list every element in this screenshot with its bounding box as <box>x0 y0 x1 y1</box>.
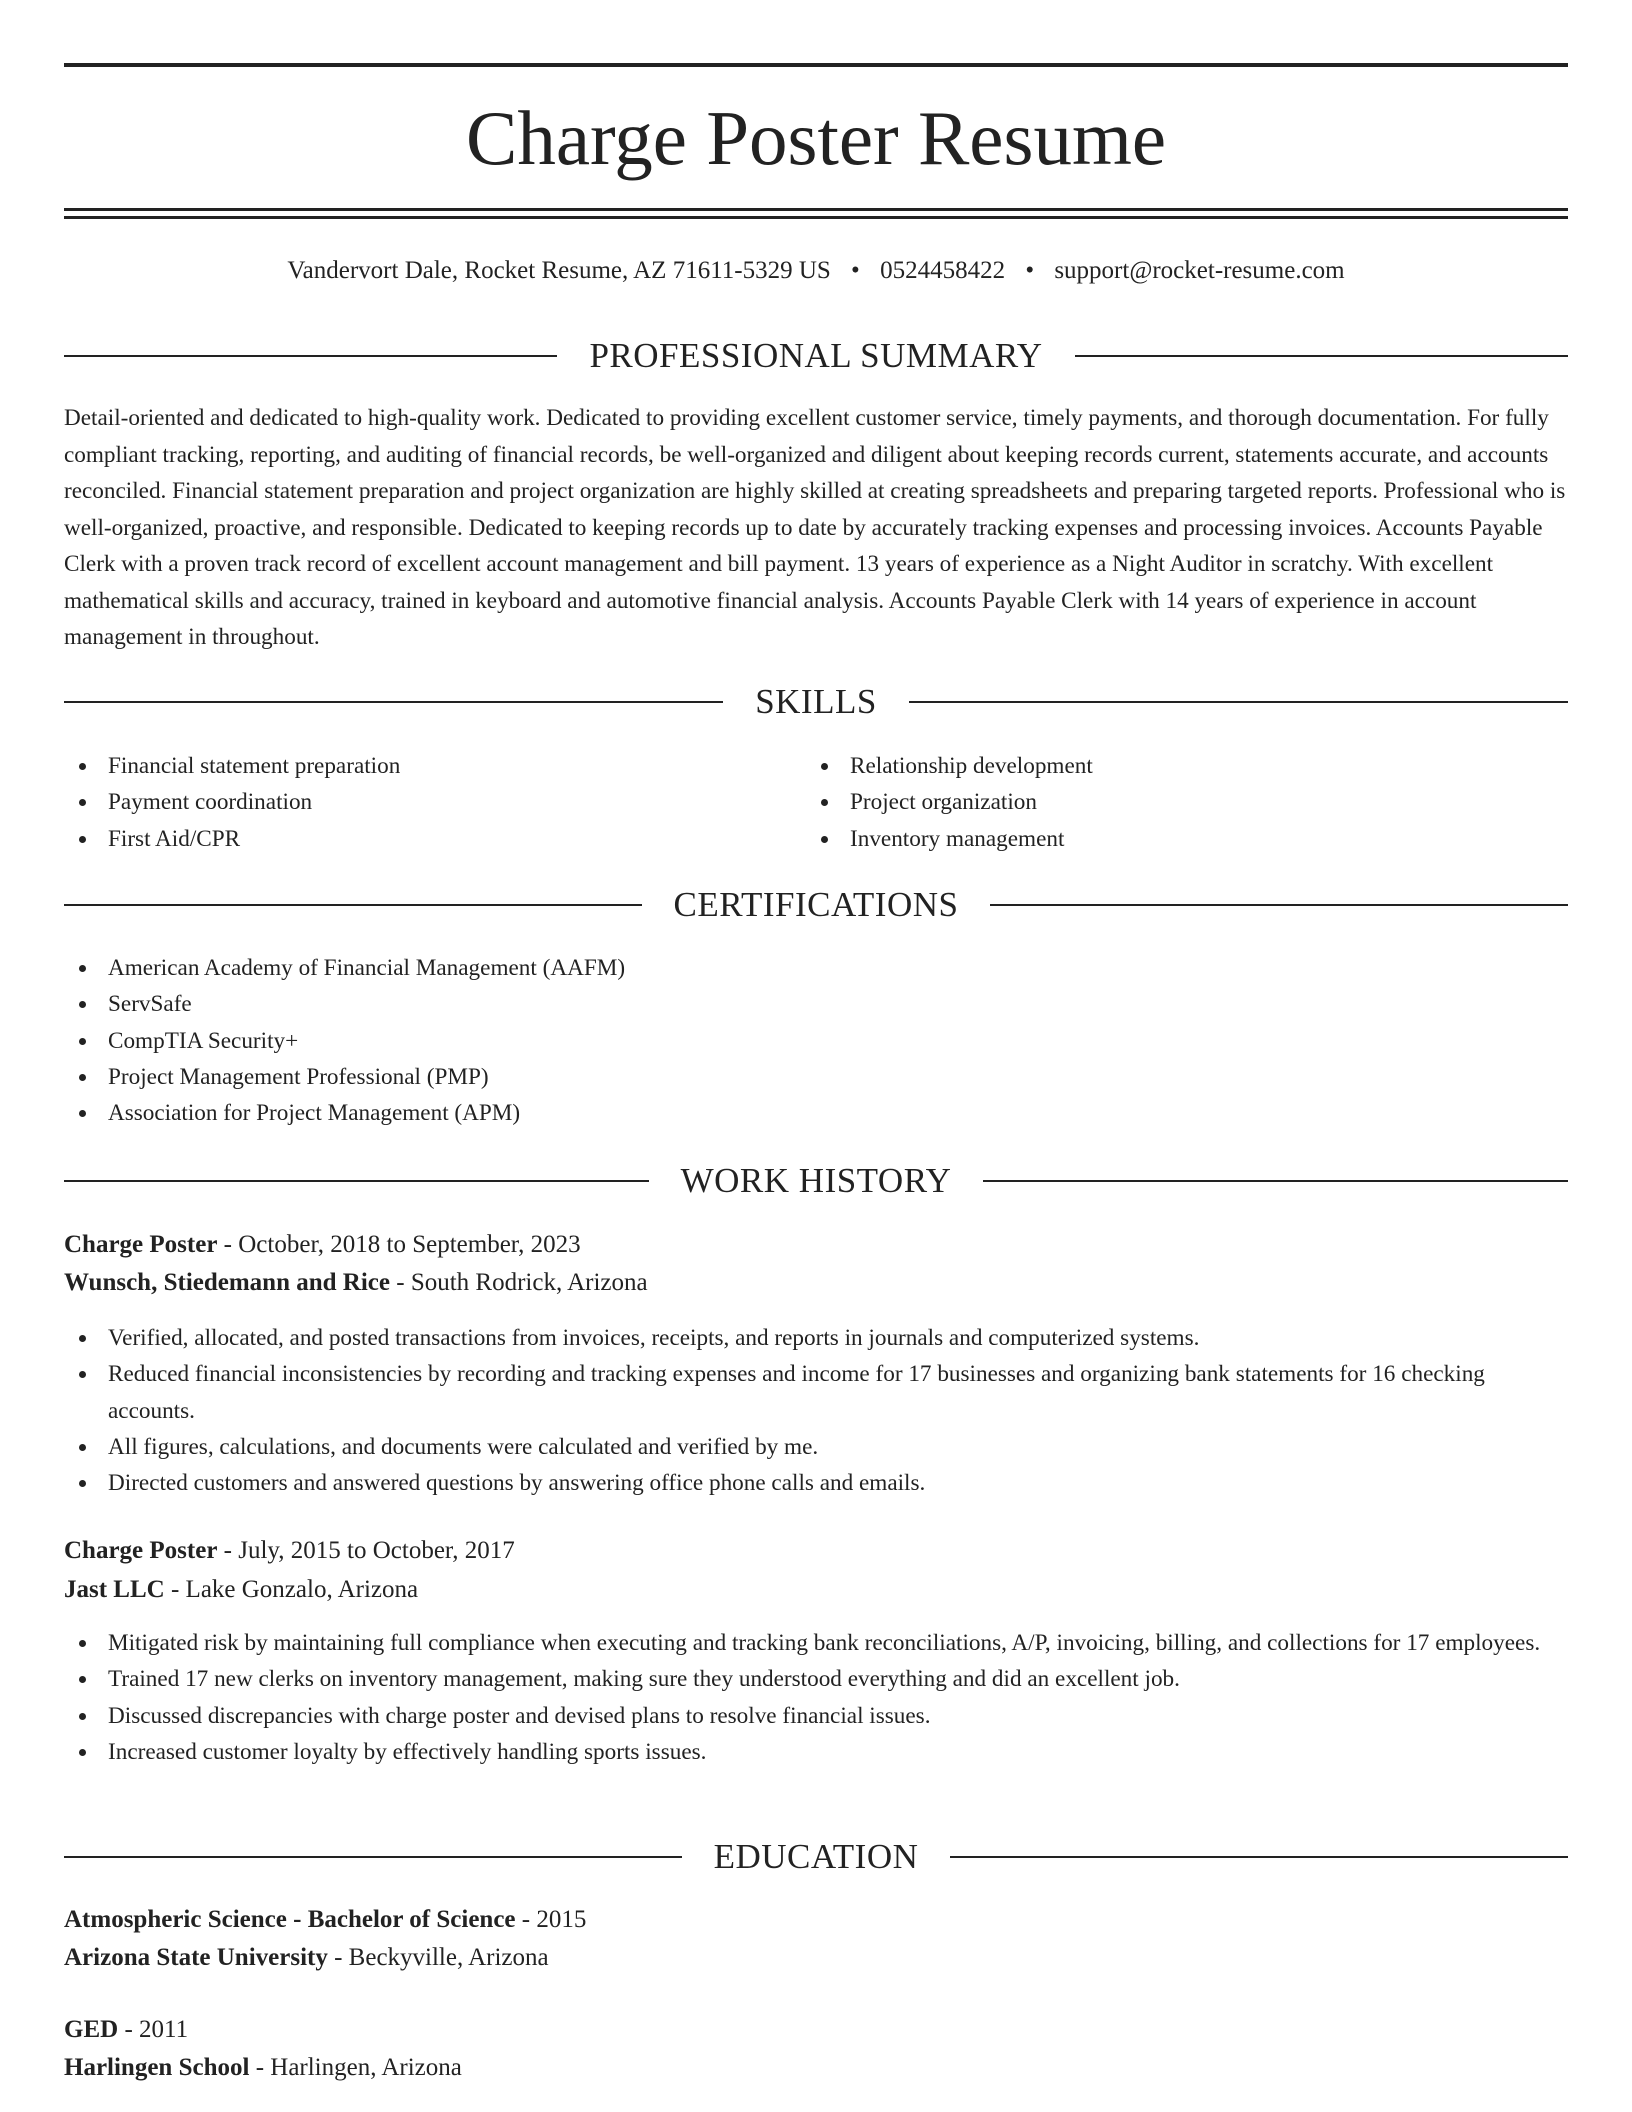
education-location: - Harlingen, Arizona <box>249 2054 462 2081</box>
job-bullet: Mitigated risk by maintaining full compliance when executing and tracking bank reconciliations, A/P, invoicing, billing, and collections for 17 employees. <box>64 1625 1544 1661</box>
job-company: Jast LLC <box>64 1576 165 1603</box>
skills-list-right <box>806 748 1546 857</box>
education-school-line <box>64 2050 1568 2086</box>
certification-item: CompTIA Security+ <box>64 1023 1568 1059</box>
job-title-line <box>64 1533 1568 1569</box>
skills-list-left <box>64 748 804 857</box>
job-dates: - July, 2015 to October, 2017 <box>217 1537 515 1564</box>
skill-item: Financial statement preparation <box>64 748 804 784</box>
job-bullet: Discussed discrepancies with charge poster and devised plans to resolve financial issues. <box>64 1698 1544 1734</box>
resume-title: Charge Poster Resume <box>465 95 1167 181</box>
skill-item: Inventory management <box>806 821 1546 857</box>
job-dates: - October, 2018 to September, 2023 <box>217 1231 581 1258</box>
job-bullet: All figures, calculations, and documents were calculated and verified by me. <box>64 1429 1544 1465</box>
section-title: PROFESSIONAL SUMMARY <box>589 336 1043 375</box>
section-header-skills <box>64 680 1568 724</box>
contact-separator: • <box>1025 257 1035 284</box>
job-bullets <box>64 1625 1544 1770</box>
job-location: - South Rodrick, Arizona <box>390 1269 648 1296</box>
certification-item: Project Management Professional (PMP) <box>64 1059 1568 1095</box>
job-title: Charge Poster <box>64 1231 218 1258</box>
divider <box>64 701 723 703</box>
job-bullet: Increased customer loyalty by effectively handling sports issues. <box>64 1734 1544 1770</box>
education-degree: Atmospheric Science - Bachelor of Science <box>64 1906 516 1933</box>
divider <box>950 1856 1568 1858</box>
certification-item: Association for Project Management (APM) <box>64 1095 1568 1131</box>
divider <box>64 1180 649 1182</box>
job-company-line <box>64 1572 1568 1608</box>
section-header-education <box>64 1835 1568 1879</box>
section-title: CERTIFICATIONS <box>673 885 959 924</box>
section-header-certifications <box>64 883 1568 927</box>
education-degree: GED <box>64 2016 119 2043</box>
divider <box>64 1856 682 1858</box>
job-bullet: Verified, allocated, and posted transactions from invoices, receipts, and reports in journals and computerized systems. <box>64 1320 1544 1356</box>
education-school-line <box>64 1940 1568 1976</box>
job-bullets <box>64 1320 1544 1501</box>
certification-item: ServSafe <box>64 986 1568 1022</box>
education-location: - Beckyville, Arizona <box>327 1944 549 1971</box>
education-year: - 2011 <box>118 2016 189 2043</box>
contact-line <box>64 254 1568 288</box>
job-title-line <box>64 1227 1568 1263</box>
divider <box>1075 355 1568 357</box>
divider <box>64 904 642 906</box>
education-year: - 2015 <box>515 1906 587 1933</box>
skill-item: Relationship development <box>806 748 1546 784</box>
divider <box>983 1180 1568 1182</box>
section-title: SKILLS <box>755 682 877 721</box>
skill-item: Payment coordination <box>64 784 804 820</box>
section-title: WORK HISTORY <box>680 1161 952 1200</box>
education-school: Harlingen School <box>64 2054 250 2081</box>
section-title: EDUCATION <box>713 1837 919 1876</box>
certifications-list <box>64 950 1568 1131</box>
contact-email: support@rocket-resume.com <box>1054 257 1345 284</box>
certification-item: American Academy of Financial Management (AAFM) <box>64 950 1568 986</box>
contact-phone: 0524458422 <box>880 257 1006 284</box>
skill-item: First Aid/CPR <box>64 821 804 857</box>
divider <box>909 701 1568 703</box>
job-bullet: Reduced financial inconsistencies by recording and tracking expenses and income for 17 businesses and organizing bank statements for 16 checking accounts. <box>64 1356 1544 1429</box>
education-school: Arizona State University <box>64 1944 328 1971</box>
summary-text: Detail-oriented and dedicated to high-quality work. Dedicated to providing excellent customer service, timely payments, and thorough documentation. For fully compliant tracking, reporting, and auditing of financial records, be well-organized and diligent about keeping records current, statements accurate, and accounts reconciled. Financial statement preparation and project organization are highly skilled at creating spreadsheets and preparing targeted reports. Professional who is well-organized, proactive, and responsible. Dedicated to keeping records up to date by accurately tracking expenses and processing invoices. Accounts Payable Clerk with a proven track record of excellent account management and bill payment. 13 years of experience as a Night Auditor in scratchy. With excellent mathematical skills and accuracy, trained in keyboard and automotive financial analysis. Accounts Payable Clerk with 14 years of experience in account management in throughout. <box>64 405 1566 650</box>
title-rule-lower <box>64 216 1568 219</box>
contact-separator: • <box>851 257 860 284</box>
divider <box>990 904 1568 906</box>
job-bullet: Trained 17 new clerks on inventory management, making sure they understood everything and did an excellent job. <box>64 1661 1544 1697</box>
job-company: Wunsch, Stiedemann and Rice <box>64 1269 390 1296</box>
skill-item: Project organization <box>806 784 1546 820</box>
section-header-work-history <box>64 1159 1568 1203</box>
education-degree-line <box>64 2012 1568 2048</box>
top-rule <box>64 63 1568 67</box>
divider <box>64 355 557 357</box>
job-company-line <box>64 1265 1568 1301</box>
job-title: Charge Poster <box>64 1537 218 1564</box>
job-bullet: Directed customers and answered questions by answering office phone calls and emails. <box>64 1465 1544 1501</box>
title-rule-upper <box>64 208 1568 211</box>
section-header-summary <box>64 334 1568 378</box>
contact-address: Vandervort Dale, Rocket Resume, AZ 71611-5329 US <box>287 257 831 284</box>
job-location: - Lake Gonzalo, Arizona <box>164 1576 419 1603</box>
education-degree-line <box>64 1902 1568 1938</box>
